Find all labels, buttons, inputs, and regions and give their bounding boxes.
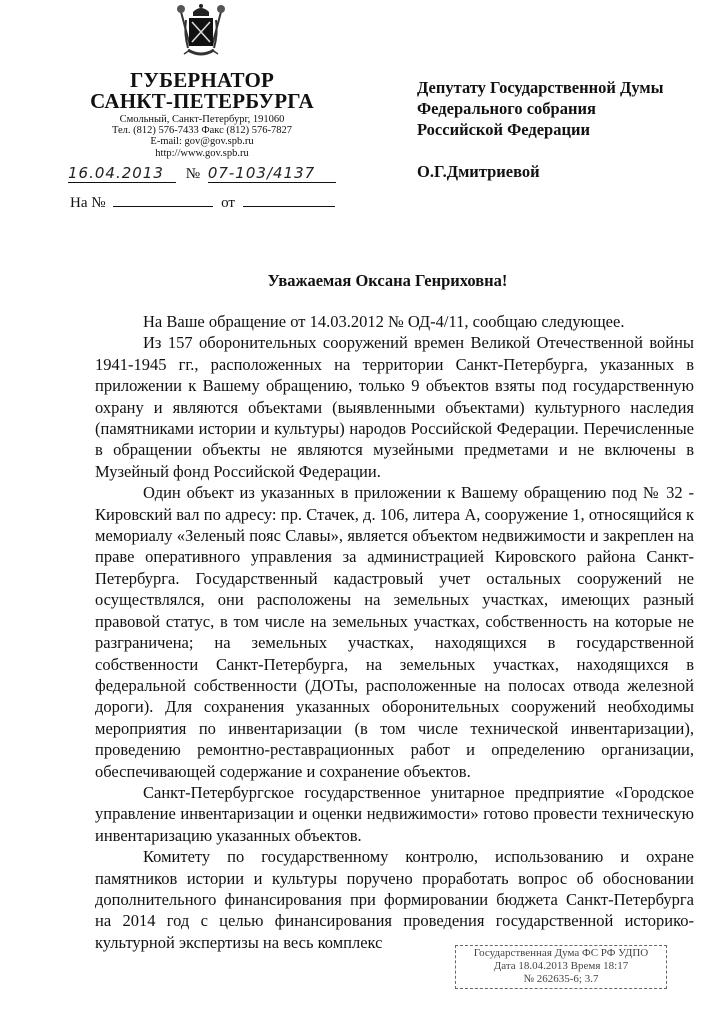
registration-line [68,164,336,183]
letterhead-contacts [90,114,314,159]
letterhead-phone-fax: Тел. (812) 576-7433 Факс (812) 576-7827 [111,125,293,137]
letterhead-title-line1: ГУБЕРНАТОР [129,68,275,92]
paragraph: На Ваше обращение от 14.03.2012 № ОД-4/11, сообщаю следующее. [143,312,625,331]
letterhead [90,70,314,159]
coat-of-arms-icon [176,2,226,64]
addressee-line3: Российской Федерации [417,120,590,139]
reference-line [70,195,335,212]
paragraph: Из 157 оборонительных сооружений времен Великой Отечественной войны 1941-1945 гг., расположенных на территории Санкт-Петербурга, указанных в приложении к Вашему обращению, только 9 объектов взяты под государственную охрану и являются объектами (выявленными объектами) культурного наследия (памятниками истории и культуры) народов Российской Федерации. Перечисленные в обращении объекты не являются музейными предметами и не включены в Музейный фонд Российской Федерации. [95,333,694,481]
letterhead-email: E-mail: gov@gov.spb.ru [150,136,254,148]
stamp-line3: № 262635-6; 3.7 [523,973,599,985]
addressee-line1: Депутату Государственной Думы [417,78,664,97]
letterhead-title-line2: САНКТ-ПЕТЕРБУРГА [90,89,314,113]
reference-number-blank [113,196,213,207]
letter-body [95,311,694,953]
reference-number-label: На № [70,195,106,211]
paragraph: Санкт-Петербургское государственное унитарное предприятие «Городское управление инвентаризации и оценки недвижимости» готово провести техническую инвентаризацию указанных объектов. [95,782,694,845]
paragraph: Один объект из указанных в приложении к Вашему обращению под № 32 - Кировский вал по адресу: пр. Стачек, д. 106, литера А, сооружение 1, относящийся к мемориалу «Зеленый пояс Славы», является объектом недвижимости и закреплен на праве оперативного управления за администрацией Кировского района Санкт-Петербурга. Государственный кадастровый учет остальных сооружений не осуществлялся, они расположены на земельных участках, имеющих разный правовой статус, в том числе на земельных участках, собственность на которые не разграничена; на земельных участках, находящихся в государственной собственности Санкт-Петербурга, на земельных участках, находящихся в федеральной собственности (ДОТы, расположенные на полосах отвода железной дороги). Для сохранения указанных оборонительных сооружений необходимы мероприятия по инвентаризации (в том числе технической инвентаризации), проведению ремонтно-реставрационных работ и определению организации, обеспечивающей содержание и сохранение объектов. [95,483,694,781]
addressee-name: О.Г.Дмитриевой [417,162,540,181]
letterhead-address: Смольный, Санкт-Петербург, 191060 [119,114,285,125]
registration-date: 16.04.2013 [68,164,176,183]
reference-date-blank [243,196,335,207]
letterhead-website: http://www.gov.spb.ru [155,147,249,159]
addressee-block [417,77,663,182]
paragraph: Комитету по государственному контролю, использованию и охране памятников истории и культуры поручено проработать вопрос об обосновании дополнительного финансирования при формировании бюджета Санкт-Петербурга на 2014 год с целью финансирования проведения государственной историко-культурной экспертизы на весь комплекс [95,847,694,952]
stamp-line1: Государственная Дума ФС РФ УДПО [473,947,649,959]
registration-number-sign: № [185,166,201,182]
stamp-line2: Дата 18.04.2013 Время 18:17 [493,960,629,972]
addressee-line2: Федерального собрания [417,99,596,118]
registration-stamp [455,945,667,989]
reference-from-label: от [221,195,235,211]
registration-number: 07-103/4137 [208,164,336,183]
salutation: Уважаемая Оксана Генриховна! [267,271,508,290]
